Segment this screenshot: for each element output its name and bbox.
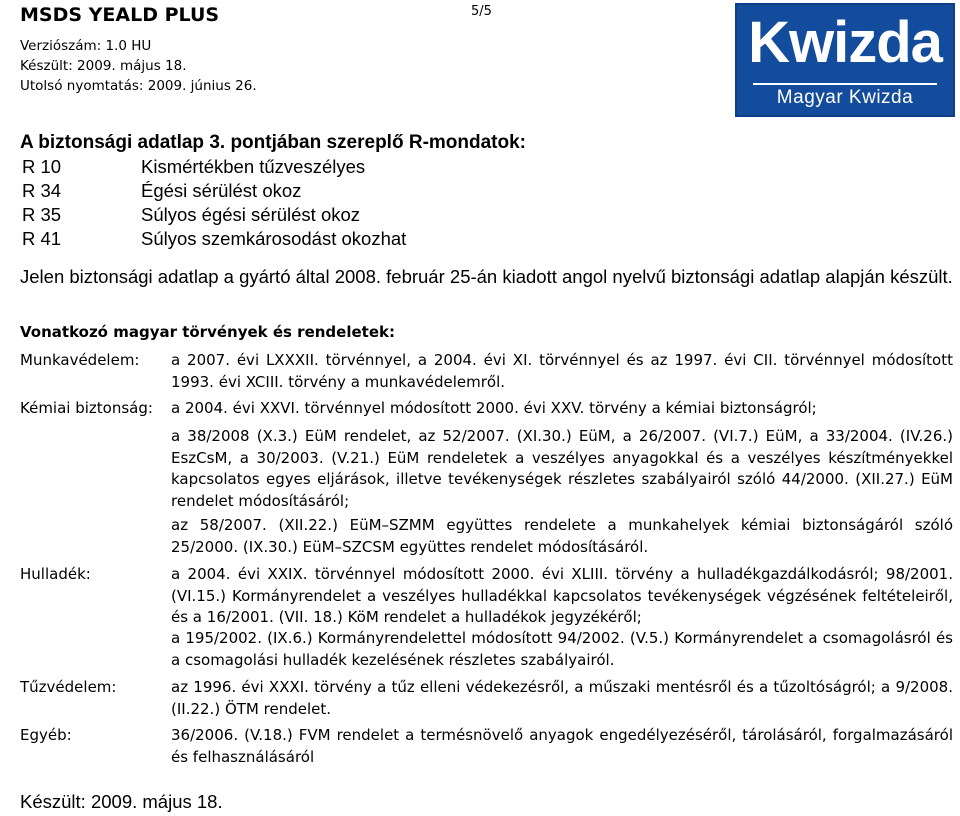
source-note: Jelen biztonsági adatlap a gyártó által 2008. február 25-án kiadott angol nyelvű biztonsági adatlap alapján készült.: [20, 266, 953, 287]
chemical-safety-label: Kémiai biztonság:: [20, 399, 153, 417]
r-text: Kismértékben tűzveszélyes: [141, 156, 366, 177]
r-code: R 35: [22, 204, 62, 225]
r-text: Súlyos szemkárosodást okozhat: [141, 228, 407, 249]
laws-heading: Vonatkozó magyar törvények és rendeletek:: [20, 323, 395, 341]
waste-text-2: a 195/2002. (IX.6.) Kormányrendelettel módosított 94/2002. (V.5.) Kormányrendelet a csomagolásról és a csomagolási hulladék kezelésének részletes szabályairól.: [171, 629, 953, 669]
r-text: Égési sérülést okoz: [141, 180, 302, 201]
page-number: 5/5: [471, 4, 492, 19]
waste-label: Hulladék:: [20, 565, 91, 583]
printed-line: Utolsó nyomtatás: 2009. június 26.: [20, 78, 257, 94]
other-label: Egyéb:: [20, 726, 72, 744]
fire-label: Tűzvédelem:: [20, 678, 117, 696]
r-text: Súlyos égési sérülést okoz: [141, 204, 361, 225]
company-logo: [735, 3, 955, 117]
created-line: Készült: 2009. május 18.: [20, 58, 187, 74]
logo-subtitle: Magyar Kwizda: [776, 87, 914, 108]
fire-text: az 1996. évi XXXI. törvény a tűz elleni védekezésről, a műszaki mentésről és a tűzoltóságról; a 9/2008. (II.22.) ÖTM rendelet.: [171, 678, 953, 718]
waste-text-1: a 2004. évi XXIX. törvénnyel módosított 2000. évi XLIII. törvény a hulladékgazdálkodásról; 98/2001.(VI.15.) Kormányrendelet a veszélyes hulladékkal kapcsolatos tevékenységek végzésének feltételeiről, és a 16/2001. (VII. 18.) KöM rendelet a hulladékok jegyzékéről;: [171, 565, 953, 626]
product-title: MSDS YEALD PLUS: [20, 4, 220, 26]
footer-date: Készült: 2009. május 18.: [20, 791, 223, 812]
version-line: Verziószám: 1.0 HU: [20, 38, 152, 54]
r-code: R 41: [22, 228, 62, 249]
r-code: R 10: [22, 156, 62, 177]
work-safety-text: a 2007. évi LXXXII. törvénnyel, a 2004. évi XI. törvénnyel és az 1997. évi CII. törvénnyel módosított 1993. évi XCIII. törvény a munkavédelemről.: [171, 351, 953, 391]
chemical-safety-text-2: a 38/2008 (X.3.) EüM rendelet, az 52/2007. (XI.30.) EüM, a 26/2007. (VI.7.) EüM, a 33/2004. (IV.26.) EszCsM, a 30/2003. (V.21.) EüM rendeletek a veszélyes anyagokkal és a veszélyes készítményekkel kapcsolatos egyes eljárások, illetve tevékenységek részletes szabályairól szóló 44/2000. (XII.27.) EüM rendelet módosításáról;: [171, 427, 953, 510]
chemical-safety-text-1: a 2004. évi XXVI. törvénnyel módosított 2000. évi XXV. törvény a kémiai biztonságról;: [171, 399, 817, 417]
other-text: 36/2006. (V.18.) FVM rendelet a termésnövelő anyagok engedélyezéséről, tárolásáról, forgalmazásáról és felhasználásáról: [171, 726, 953, 766]
chemical-safety-text-3: az 58/2007. (XII.22.) EüM–SZMM együttes rendelete a munkahelyek kémiai biztonságáról szóló 25/2000. (IX.30.) EüM–SZCSM együttes rendelet módosításáról.: [171, 516, 953, 556]
r-phrases-heading: A biztonsági adatlap 3. pontjában szereplő R-mondatok:: [20, 132, 527, 153]
logo-wordmark: Kwizda: [748, 10, 942, 75]
r-code: R 34: [22, 180, 62, 201]
logo-divider: [753, 83, 937, 85]
work-safety-label: Munkavédelem:: [20, 351, 140, 369]
